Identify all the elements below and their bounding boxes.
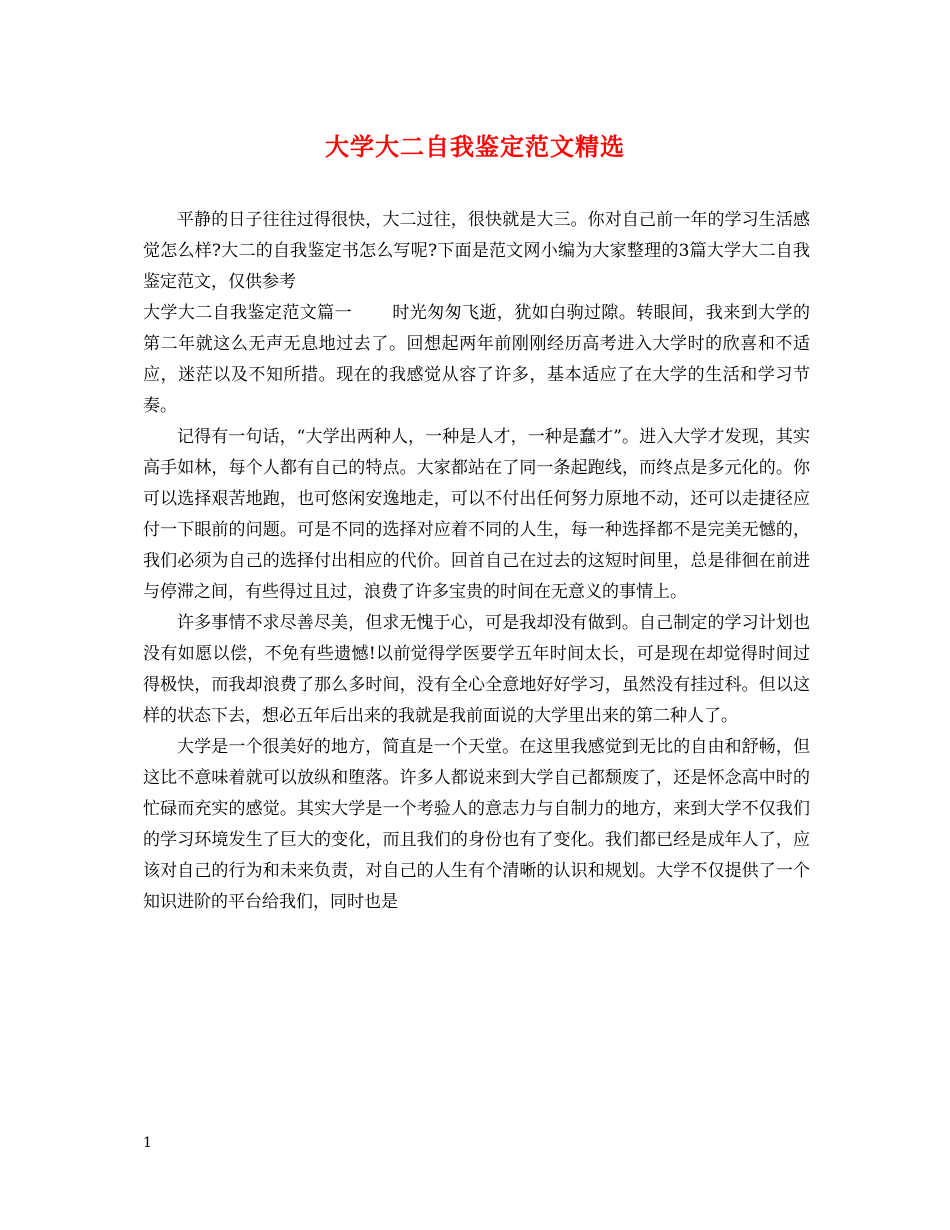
document-title: 大学大二自我鉴定范文精选 xyxy=(325,132,625,161)
body-paragraph-2: 许多事情不求尽善尽美，但求无愧于心，可是我却没有做到。自己制定的学习计划也没有如愿以偿，不免有些遗憾!以前觉得学医要学五年时间太长，可是现在却觉得时间过得极快，而我却浪费了那么多时间，没有全心全意地好好学习，虽然没有挂过科。但以这样的状态下去，想必五年后出来的我就是我前面说的大学里出来的第二种人了。 xyxy=(143,613,810,726)
section-heading: 大学大二自我鉴定范文篇一 xyxy=(143,303,352,323)
page-number: 1 xyxy=(143,1135,152,1151)
intro-paragraph: 平静的日子往往过得很快，大二过往，很快就是大三。你对自己前一年的学习生活感觉怎么样?大二的自我鉴定书怎么写呢?下面是范文网小编为大家整理的3篇大学大二自我鉴定范文，仅供参考 xyxy=(143,210,810,292)
section-paragraph xyxy=(143,298,810,422)
document-body xyxy=(143,205,810,918)
body-paragraph-3: 大学是一个很美好的地方，简直是一个天堂。在这里我感觉到无比的自由和舒畅，但这比不意味着就可以放纵和堕落。许多人都说来到大学自己都颓废了，还是怀念高中时的忙碌而充实的感觉。其实大学是一个考验人的意志力与自制力的地方，来到大学不仅我们的学习环境发生了巨大的变化，而且我们的身份也有了变化。我们都已经是成年人了，应该对自己的行为和未来负责，对自己的人生有个清晰的认识和规划。大学不仅提供了一个知识进阶的平台给我们，同时也是 xyxy=(143,737,810,912)
section-first-text: 时光匆匆飞逝，犹如白驹过隙。转眼间，我来到大学的第二年就这么无声无息地过去了。回想起两年前刚刚经历高考进入大学时的欣喜和不适应，迷茫以及不知所措。现在的我感觉从容了许多，基本适应了在大学的生活和学习节奏。 xyxy=(143,303,810,416)
body-paragraph-1: 记得有一句话，“大学出两种人，一种是人才，一种是蠢才”。进入大学才发现，其实高手如林，每个人都有自己的特点。大家都站在了同一条起跑线，而终点是多元化的。你可以选择艰苦地跑，也可悠闲安逸地走，可以不付出任何努力原地不动，还可以走捷径应付一下眼前的问题。可是不同的选择对应着不同的人生，每一种选择都不是完美无憾的，我们必须为自己的选择付出相应的代价。回首自己在过去的这短时间里，总是徘徊在前进与停滞之间，有些得过且过，浪费了许多宝贵的时间在无意义的事情上。 xyxy=(143,427,810,602)
